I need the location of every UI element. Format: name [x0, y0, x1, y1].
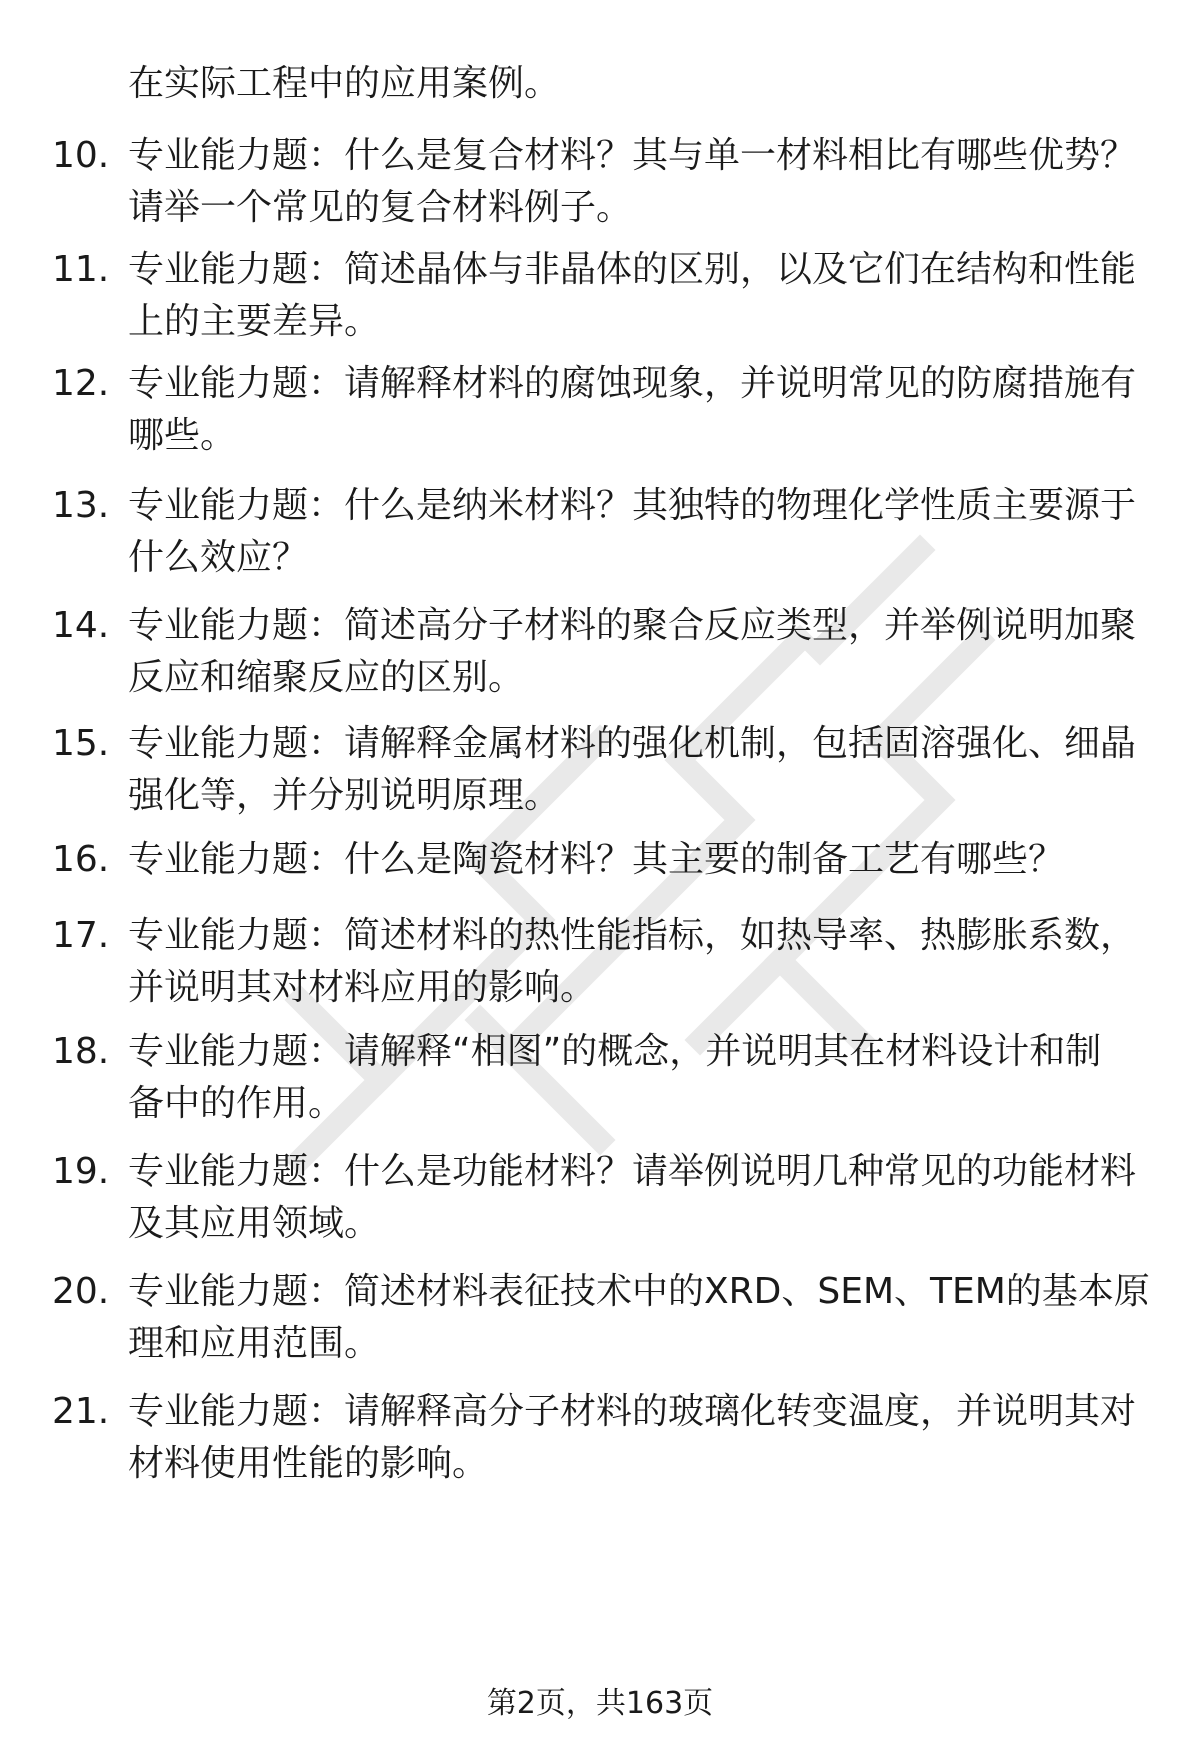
question-number: 10. — [52, 135, 110, 176]
question-number: 18. — [52, 1031, 110, 1072]
continuation-text: 在实际工程中的应用案例。 — [128, 63, 561, 104]
question-text-line: 并说明其对材料应用的影响。 — [128, 967, 597, 1008]
question-text-line: 专业能力题：什么是功能材料？请举例说明几种常见的功能材料 — [128, 1151, 1137, 1192]
question-number: 13. — [52, 485, 110, 526]
question-text-line: 理和应用范围。 — [128, 1323, 381, 1364]
question-number: 15. — [52, 723, 110, 764]
question-text-line: 哪些。 — [128, 415, 237, 456]
question-text-line: 专业能力题：什么是纳米材料？其独特的物理化学性质主要源于 — [128, 485, 1137, 526]
question-text-line: 材料使用性能的影响。 — [128, 1443, 489, 1484]
question-number: 12. — [52, 363, 110, 404]
question-number: 20. — [52, 1271, 110, 1312]
question-text-line: 及其应用领域。 — [128, 1203, 381, 1244]
question-number: 14. — [52, 605, 110, 646]
question-text-line: 专业能力题：什么是复合材料？其与单一材料相比有哪些优势？ — [128, 135, 1137, 176]
question-text-line: 专业能力题：什么是陶瓷材料？其主要的制备工艺有哪些？ — [128, 839, 1065, 880]
question-text-line: 专业能力题：简述晶体与非晶体的区别，以及它们在结构和性能 — [128, 249, 1137, 290]
question-text-line: 专业能力题：简述高分子材料的聚合反应类型，并举例说明加聚 — [128, 605, 1137, 646]
question-text-line: 反应和缩聚反应的区别。 — [128, 657, 525, 698]
question-text-line: 专业能力题：请解释材料的腐蚀现象，并说明常见的防腐措施有 — [128, 363, 1137, 404]
question-text-line: 上的主要差异。 — [128, 301, 381, 342]
question-text-line: 专业能力题：请解释金属材料的强化机制，包括固溶强化、细晶 — [128, 723, 1137, 764]
question-number: 21. — [52, 1391, 110, 1432]
question-number: 19. — [52, 1151, 110, 1192]
question-text-line: 专业能力题：简述材料表征技术中的XRD、SEM、TEM的基本原 — [128, 1271, 1150, 1312]
question-number: 16. — [52, 839, 110, 880]
question-number: 11. — [52, 249, 110, 290]
question-number: 17. — [52, 915, 110, 956]
question-text-line: 什么效应？ — [128, 537, 309, 578]
question-text-line: 备中的作用。 — [128, 1083, 345, 1124]
page-footer: 第2页，共163页 — [486, 1686, 714, 1721]
question-text-line: 专业能力题：请解释高分子材料的玻璃化转变温度，并说明其对 — [128, 1391, 1137, 1432]
question-text-line: 专业能力题：简述材料的热性能指标，如热导率、热膨胀系数， — [128, 915, 1137, 956]
question-text-line: 请举一个常见的复合材料例子。 — [128, 187, 633, 228]
question-text-line: 强化等，并分别说明原理。 — [128, 775, 561, 816]
question-text-line: 专业能力题：请解释“相图”的概念，并说明其在材料设计和制 — [128, 1031, 1102, 1072]
